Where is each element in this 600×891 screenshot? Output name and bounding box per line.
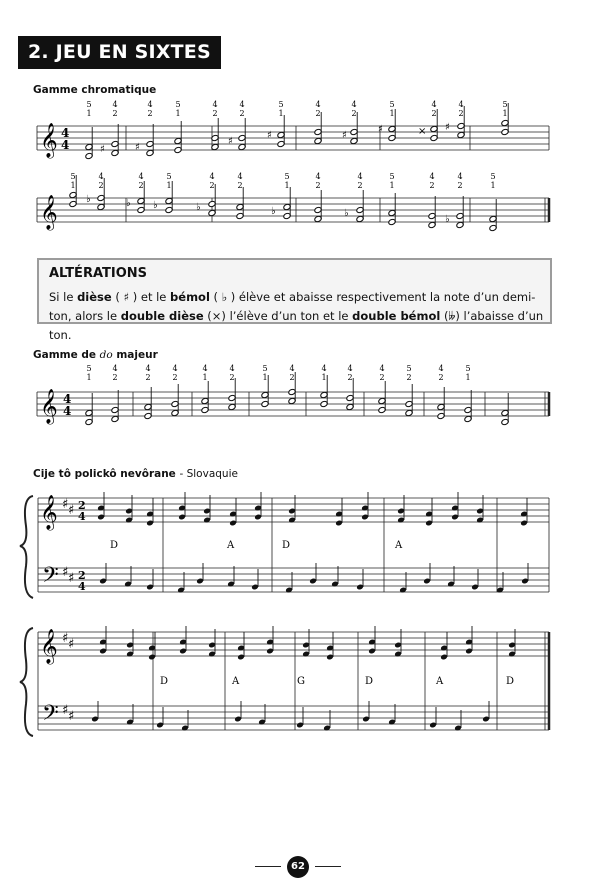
staff-lines — [37, 198, 549, 222]
term-diese: dièse — [77, 290, 112, 304]
fingering-number: 2 — [237, 181, 243, 190]
fingering-number: 2 — [406, 373, 412, 382]
fingering-number: 5 — [86, 100, 92, 109]
chord-symbols — [160, 676, 514, 687]
fingering-number: 1 — [175, 109, 181, 118]
fingering-number: 4 — [145, 364, 151, 373]
fingering-number: 4 — [289, 364, 295, 373]
footer-rule-right — [315, 866, 341, 867]
fingering-number: 4 — [438, 364, 444, 373]
fingering-number: 2 — [315, 181, 321, 190]
fingering-number: 5 — [406, 364, 412, 373]
chord-symbol: A — [395, 540, 403, 551]
fingering-number: 2 — [145, 373, 151, 382]
fingering-row — [86, 100, 507, 118]
treble-clef-icon: 𝄞 — [40, 389, 58, 424]
staff-major-scale — [0, 364, 600, 434]
fingering-number: 2 — [98, 181, 104, 190]
term-bemol: bémol — [170, 290, 210, 304]
fingering-number: 4 — [209, 172, 215, 181]
accidental-sharp-icon: × — [418, 126, 427, 137]
text-part: (×) l’élève d’un ton et le — [203, 309, 353, 323]
fingering-number: 4 — [347, 364, 353, 373]
key-signature-sharp-icon: ♯ — [68, 709, 75, 724]
treble-clef-icon: 𝄞 — [40, 495, 58, 530]
fingering-number: 4 — [315, 172, 321, 181]
fingering-number: 5 — [70, 172, 76, 181]
fingering-number: 4 — [229, 364, 235, 373]
fingering-number: 2 — [357, 181, 363, 190]
alterations-text — [49, 288, 544, 345]
section-label-major — [33, 349, 158, 361]
label-part: majeur — [112, 349, 158, 361]
fingering-number: 2 — [289, 373, 295, 382]
fingering-number: 1 — [166, 181, 172, 190]
fingering-row — [86, 364, 470, 382]
fingering-number: 4 — [237, 172, 243, 181]
fingering-number: 4 — [239, 100, 245, 109]
fingering-number: 5 — [389, 172, 395, 181]
fingering-number: 1 — [278, 109, 284, 118]
fingering-number: 4 — [138, 172, 144, 181]
song-time-bottom: 4 — [78, 580, 86, 593]
accidental-sharp-icon: ♯ — [135, 142, 140, 153]
fingering-number: 4 — [147, 100, 153, 109]
fingering-number: 5 — [465, 364, 471, 373]
time-signature-bottom: 4 — [61, 138, 70, 152]
chord-symbol: D — [282, 540, 291, 551]
fingering-number: 2 — [431, 109, 437, 118]
fingering-number: 1 — [490, 181, 496, 190]
fingering-number: 5 — [389, 100, 395, 109]
fingering-number: 4 — [431, 100, 437, 109]
label-part: Gamme de — [33, 349, 100, 361]
accidental-flat-icon: ♭ — [86, 194, 91, 205]
note-group — [97, 492, 529, 593]
fingering-number: 4 — [379, 364, 385, 373]
fingering-number: 1 — [86, 109, 92, 118]
fingering-number: 2 — [347, 373, 353, 382]
footer-rule-left — [255, 866, 281, 867]
fingering-number: 1 — [284, 181, 290, 190]
fingering-number: 5 — [86, 364, 92, 373]
song-time-top: 2 — [78, 569, 86, 582]
chord-symbol: D — [506, 676, 515, 687]
text-part: (𝄫) l’abaisse d’un ton. — [49, 309, 544, 342]
fingering-number: 2 — [315, 109, 321, 118]
accidental-flat-icon: ♭ — [196, 202, 201, 213]
bass-clef-icon: 𝄢 — [42, 701, 59, 731]
page-title: 2. JEU EN SIXTES — [18, 36, 221, 69]
chord-symbol: A — [436, 676, 444, 687]
grand-staff-2 — [0, 616, 600, 756]
fingering-number: 2 — [229, 373, 235, 382]
key-signature-sharp-icon: ♯ — [62, 703, 69, 718]
fingering-number: 4 — [98, 172, 104, 181]
song-time-bottom: 4 — [78, 510, 86, 523]
fingering-number: 1 — [86, 373, 92, 382]
fingering-number: 2 — [172, 373, 178, 382]
staff-chromatic-2 — [0, 172, 600, 242]
fingering-number: 5 — [502, 100, 508, 109]
key-signature-sharp-icon: ♯ — [62, 565, 69, 580]
chord-symbol: G — [297, 676, 305, 687]
accidental-sharp-icon: ♯ — [378, 124, 383, 135]
song-time-top: 2 — [78, 499, 86, 512]
fingering-number: 2 — [112, 109, 118, 118]
chord-symbol: D — [110, 540, 119, 551]
staff-chromatic-1 — [0, 100, 600, 170]
treble-clef-icon: 𝄞 — [40, 123, 58, 158]
fingering-number: 4 — [112, 364, 118, 373]
fingering-number: 2 — [112, 373, 118, 382]
fingering-number: 1 — [389, 181, 395, 190]
fingering-number: 1 — [202, 373, 208, 382]
fingering-number: 4 — [315, 100, 321, 109]
fingering-number: 2 — [429, 181, 435, 190]
text-part: ( ♭ ) élève et abaisse respectivement la note d’un demi-ton, alors le — [49, 290, 536, 323]
fingering-number: 4 — [321, 364, 327, 373]
treble-clef-icon: 𝄞 — [40, 195, 58, 230]
fingering-number: 2 — [239, 109, 245, 118]
time-signature-bottom: 4 — [63, 404, 72, 418]
brace-icon — [20, 628, 33, 736]
fingering-number: 2 — [212, 109, 218, 118]
accidental-sharp-icon: ♯ — [445, 122, 450, 133]
accidental-sharp-icon: ♯ — [228, 136, 233, 147]
key-signature-sharp-icon: ♯ — [62, 631, 69, 646]
fingering-number: 5 — [284, 172, 290, 181]
song-title — [33, 468, 238, 480]
fingering-number: 5 — [262, 364, 268, 373]
fingering-number: 2 — [209, 181, 215, 190]
accidental-flat-icon: ♭ — [126, 198, 131, 209]
accidental-flat-icon: ♭ — [344, 208, 349, 219]
fingering-number: 4 — [112, 100, 118, 109]
fingering-number: 1 — [321, 373, 327, 382]
fingering-number: 4 — [172, 364, 178, 373]
fingering-number: 4 — [202, 364, 208, 373]
brace-icon — [20, 496, 33, 598]
fingering-number: 1 — [262, 373, 268, 382]
key-signature-sharp-icon: ♯ — [68, 637, 75, 652]
fingering-number: 5 — [175, 100, 181, 109]
accidental-flat-icon: ♭ — [445, 214, 450, 225]
accidental-flat-icon: ♭ — [271, 206, 276, 217]
fingering-number: 1 — [70, 181, 76, 190]
accidental-sharp-icon: ♯ — [267, 130, 272, 141]
fingering-number: 4 — [357, 172, 363, 181]
fingering-number: 1 — [502, 109, 508, 118]
fingering-number: 5 — [278, 100, 284, 109]
chord-symbol: D — [365, 676, 374, 687]
chord-symbol: A — [227, 540, 235, 551]
accidental-sharp-icon: ♯ — [342, 130, 347, 141]
fingering-number: 2 — [147, 109, 153, 118]
text-part: Si le — [49, 290, 78, 304]
fingering-number: 2 — [351, 109, 357, 118]
grand-staff-1 — [0, 486, 600, 616]
song-name: Cije tô polickô nevôrane — [33, 468, 176, 480]
page-number: 62 — [287, 856, 309, 878]
fingering-number: 4 — [457, 172, 463, 181]
fingering-number: 4 — [212, 100, 218, 109]
fingering-number: 1 — [389, 109, 395, 118]
label-italic: do — [99, 349, 113, 361]
key-signature-sharp-icon: ♯ — [68, 503, 75, 518]
chord-symbols — [110, 540, 403, 551]
fingering-number: 4 — [429, 172, 435, 181]
bass-clef-icon: 𝄢 — [42, 563, 59, 593]
term-double-diese: double dièse — [120, 309, 204, 323]
accidental-flat-icon: ♭ — [153, 200, 158, 211]
chord-symbol: A — [232, 676, 240, 687]
alterations-box — [37, 258, 552, 342]
alterations-title: ALTÉRATIONS — [49, 266, 148, 281]
fingering-number: 2 — [379, 373, 385, 382]
treble-clef-icon: 𝄞 — [40, 629, 58, 664]
fingering-number: 2 — [457, 181, 463, 190]
section-label-chromatic: Gamme chromatique — [33, 84, 157, 96]
fingering-number: 4 — [458, 100, 464, 109]
fingering-number: 4 — [351, 100, 357, 109]
key-signature-sharp-icon: ♯ — [62, 497, 69, 512]
song-origin: - Slovaquie — [179, 468, 238, 480]
fingering-number: 2 — [438, 373, 444, 382]
chord-symbol: D — [160, 676, 169, 687]
term-double-bemol: double bémol — [352, 309, 441, 323]
time-signature-top: 4 — [61, 126, 70, 140]
accidental-sharp-icon: ♯ — [100, 144, 105, 155]
fingering-number: 5 — [166, 172, 172, 181]
fingering-number: 5 — [490, 172, 496, 181]
text-part: ( ♯ ) et le — [111, 290, 171, 304]
fingering-number: 2 — [138, 181, 144, 190]
fingering-row — [70, 172, 495, 190]
fingering-number: 2 — [458, 109, 464, 118]
key-signature-sharp-icon: ♯ — [68, 571, 75, 586]
fingering-number: 1 — [465, 373, 471, 382]
time-signature-top: 4 — [63, 392, 72, 406]
